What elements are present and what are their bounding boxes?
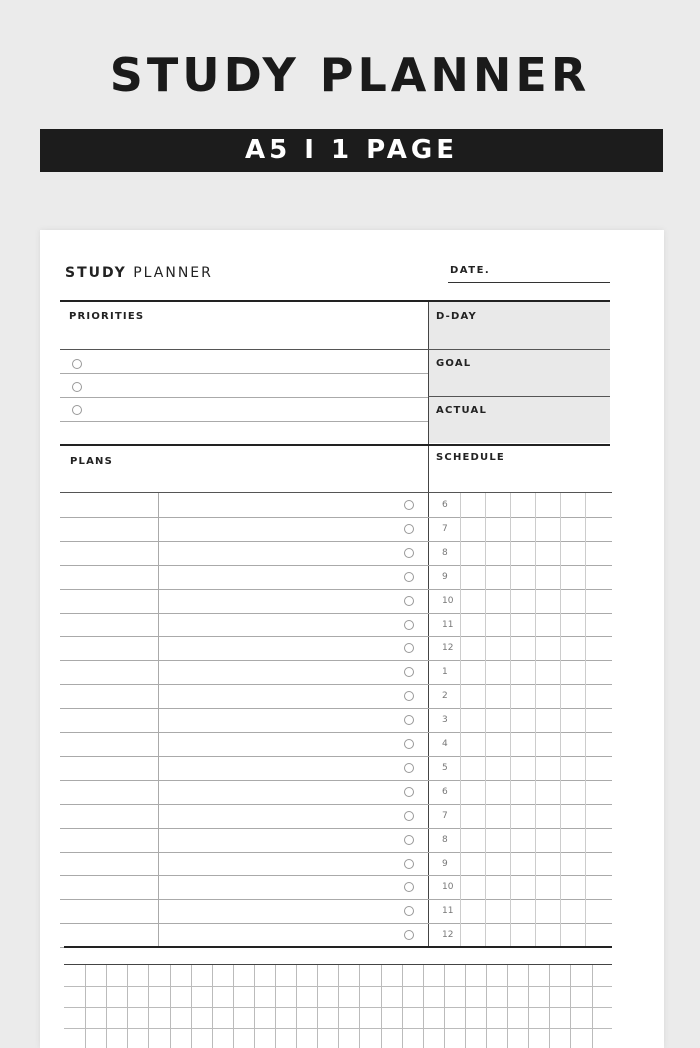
plan-checkbox[interactable] [404, 811, 414, 821]
plan-row-line [60, 541, 428, 542]
schedule-hour-label: 10 [442, 882, 454, 893]
plan-checkbox[interactable] [404, 620, 414, 630]
date-line[interactable] [448, 282, 610, 283]
priority-checkbox[interactable] [72, 405, 82, 415]
plan-row-line [60, 923, 428, 924]
grid-column-line [570, 965, 571, 1048]
schedule-hour-label: 3 [442, 715, 448, 726]
plan-checkbox[interactable] [404, 500, 414, 510]
schedule-column-line [485, 493, 486, 946]
plan-checkbox[interactable] [404, 596, 414, 606]
grid-column-line [212, 965, 213, 1048]
schedule-hour-label: 2 [442, 691, 448, 702]
priority-line [60, 421, 428, 422]
plan-row-line [60, 613, 428, 614]
priority-line [60, 373, 428, 374]
actual-label: ACTUAL [436, 405, 488, 416]
grid-column-line [486, 965, 487, 1048]
plan-checkbox[interactable] [404, 691, 414, 701]
plan-row-line [60, 565, 428, 566]
plan-row-line [60, 899, 428, 900]
plan-row-line [60, 732, 428, 733]
schedule-column-line [585, 493, 586, 946]
schedule-hour-label: 4 [442, 739, 448, 749]
dday-label: D-DAY [436, 311, 477, 322]
grid-column-line [317, 965, 318, 1048]
plan-checkbox[interactable] [404, 667, 414, 677]
grid-column-line [423, 965, 424, 1048]
page-title: STUDY PLANNER [109, 48, 591, 102]
plans-subject-column [158, 493, 159, 947]
schedule-hour-label: 8 [442, 547, 448, 558]
plan-checkbox[interactable] [404, 643, 414, 653]
goal-label: GOAL [436, 358, 472, 369]
plan-row-line [60, 828, 428, 829]
priority-line [60, 397, 428, 398]
plan-checkbox[interactable] [404, 787, 414, 797]
schedule-hour-label: 7 [442, 523, 448, 534]
grid-column-line [528, 965, 529, 1048]
grid-column-line [549, 965, 550, 1048]
grid-column-line [359, 965, 360, 1048]
schedule-hour-label: 11 [442, 619, 454, 630]
plans-bottom-rule [64, 946, 612, 948]
sheet-title [65, 265, 213, 281]
grid-column-line [444, 965, 445, 1048]
schedule-hour-label: 1 [442, 667, 448, 678]
plan-row-line [60, 756, 428, 757]
grid-column-line [275, 965, 276, 1048]
grid-column-line [254, 965, 255, 1048]
plan-checkbox[interactable] [404, 882, 414, 892]
plan-checkbox[interactable] [404, 548, 414, 558]
plans-header-rule [60, 492, 612, 493]
schedule-column-line [460, 493, 461, 946]
grid-column-line [85, 965, 86, 1048]
grid-column-line [106, 965, 107, 1048]
grid-column-line [296, 965, 297, 1048]
schedule-hour-label: 10 [442, 595, 454, 606]
sheet-title-rest: PLANNER [126, 265, 213, 281]
schedule-hour-label: 8 [442, 834, 448, 845]
plan-checkbox[interactable] [404, 739, 414, 749]
plan-checkbox[interactable] [404, 524, 414, 534]
schedule-hour-label: 5 [442, 762, 448, 773]
schedule-hour-label: 12 [442, 930, 454, 941]
planner-sheet [40, 230, 664, 1048]
plan-checkbox[interactable] [404, 715, 414, 725]
schedule-column-line [535, 493, 536, 946]
grid-column-line [170, 965, 171, 1048]
plan-checkbox[interactable] [404, 930, 414, 940]
priority-checkbox[interactable] [72, 382, 82, 392]
schedule-hour-label: 7 [442, 810, 448, 821]
date-label: DATE. [450, 265, 491, 276]
grid-column-line [127, 965, 128, 1048]
plan-row-line [60, 804, 428, 805]
schedule-column-line [560, 493, 561, 946]
grid-column-line [233, 965, 234, 1048]
plan-row-line [60, 708, 428, 709]
grid-column-line [507, 965, 508, 1048]
plan-checkbox[interactable] [404, 572, 414, 582]
priority-checkbox[interactable] [72, 359, 82, 369]
plan-row-line [60, 589, 428, 590]
plan-row-line [60, 875, 428, 876]
grid-column-line [402, 965, 403, 1048]
schedule-hour-label: 6 [442, 786, 448, 797]
plan-row-line [60, 517, 428, 518]
schedule-label: SCHEDULE [436, 452, 505, 463]
schedule-hour-label: 9 [442, 858, 448, 869]
grid-column-line [381, 965, 382, 1048]
sheet-title-bold: STUDY [65, 265, 127, 281]
priorities-label: PRIORITIES [69, 311, 145, 322]
priorities-header-rule [60, 349, 610, 350]
plans-top-rule [60, 444, 610, 446]
plan-checkbox[interactable] [404, 835, 414, 845]
plans-label: PLANS [70, 456, 114, 467]
schedule-hour-label: 9 [442, 571, 448, 582]
grid-column-line [191, 965, 192, 1048]
plan-checkbox[interactable] [404, 763, 414, 773]
grid-column-line [338, 965, 339, 1048]
plan-row-line [60, 852, 428, 853]
plan-row-line [60, 660, 428, 661]
schedule-hour-label: 6 [442, 500, 448, 510]
format-banner: A5 I 1 PAGE [40, 129, 663, 172]
priorities-divider [428, 302, 429, 445]
schedule-hour-label: 12 [442, 643, 454, 654]
plan-checkbox[interactable] [404, 906, 414, 916]
plan-row-line [60, 780, 428, 781]
dday-goal-actual-panel [428, 302, 610, 443]
grid-column-line [592, 965, 593, 1048]
grid-column-line [465, 965, 466, 1048]
schedule-hour-label: 11 [442, 906, 454, 917]
plans-schedule-divider [428, 446, 429, 946]
grid-column-line [148, 965, 149, 1048]
plan-row-line [60, 684, 428, 685]
plan-row-line [60, 636, 428, 637]
schedule-column-line [510, 493, 511, 946]
goal-actual-rule [428, 396, 610, 397]
plan-checkbox[interactable] [404, 859, 414, 869]
